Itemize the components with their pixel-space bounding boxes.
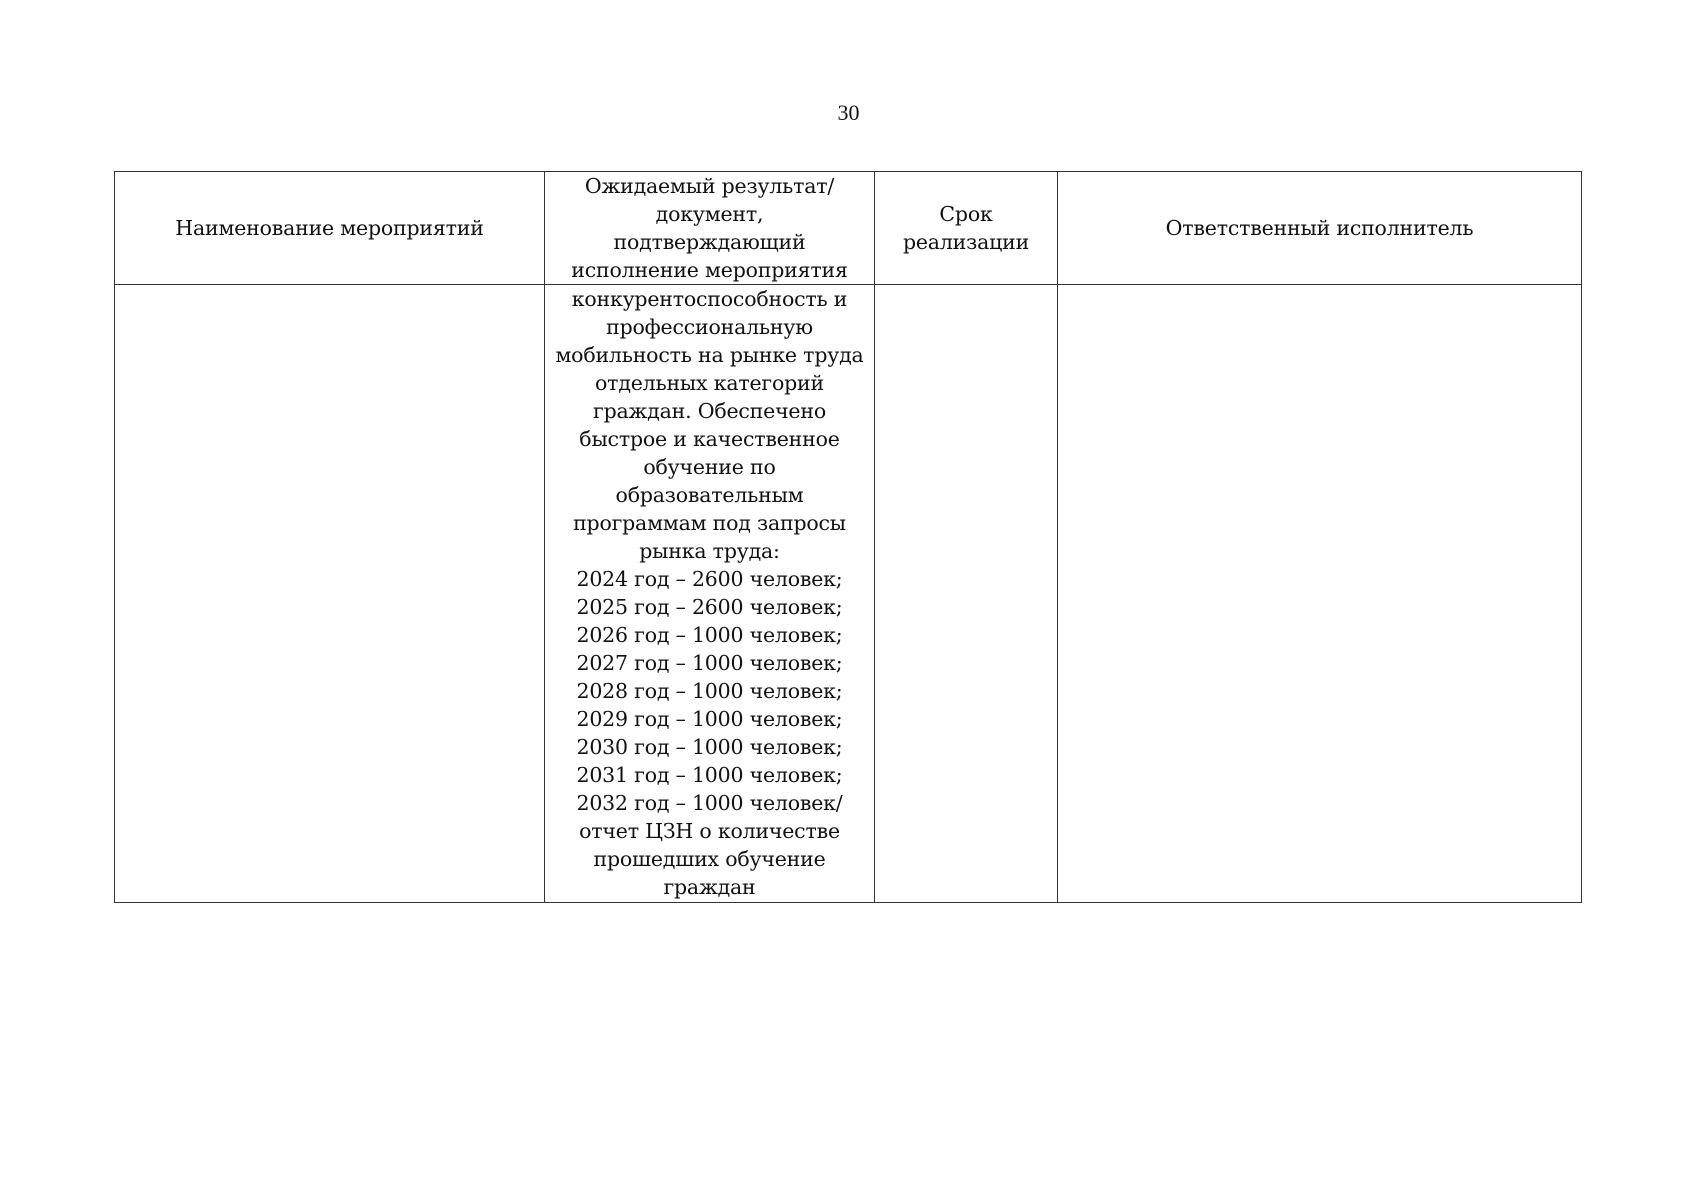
header-term-label: Срок реализации (902, 202, 1030, 254)
header-name-label: Наименование мероприятий (175, 216, 484, 240)
header-result-label: Ожидаемый результат/ документ, подтверждающий исполнение мероприятия (571, 174, 848, 282)
cell-result-text: конкурентоспособность и профессиональную мобильность на рынке труда отдельных категорий граждан. Обеспечено быстрое и качественное обучение по образовательным программам под запросы рынка труда: 2024 год – 2600 человек; 2025 год – 2600 человек; 2026 год – 1000 человек; 2027 год – 1000 человек; 2028 год – 1000 человек; 2029 год – 1000 человек; 2030 год – 1000 человек; 2031 год – 1000 человек; 2032 год – 1000 человек/ отчет ЦЗН о количестве прошедших обучение граждан (555, 287, 864, 899)
header-executor-label: Ответственный исполнитель (1165, 216, 1474, 240)
header-responsible-executor (1058, 172, 1582, 285)
cell-term (875, 285, 1058, 903)
header-term (875, 172, 1058, 285)
cell-executor (1058, 285, 1582, 903)
cell-result (545, 285, 875, 903)
cell-name (115, 285, 545, 903)
table-row (115, 285, 1582, 903)
measures-table (114, 171, 1582, 903)
page-number: 30 (837, 100, 860, 125)
header-name-of-measures (115, 172, 545, 285)
table-header-row (115, 172, 1582, 285)
header-expected-result (545, 172, 875, 285)
